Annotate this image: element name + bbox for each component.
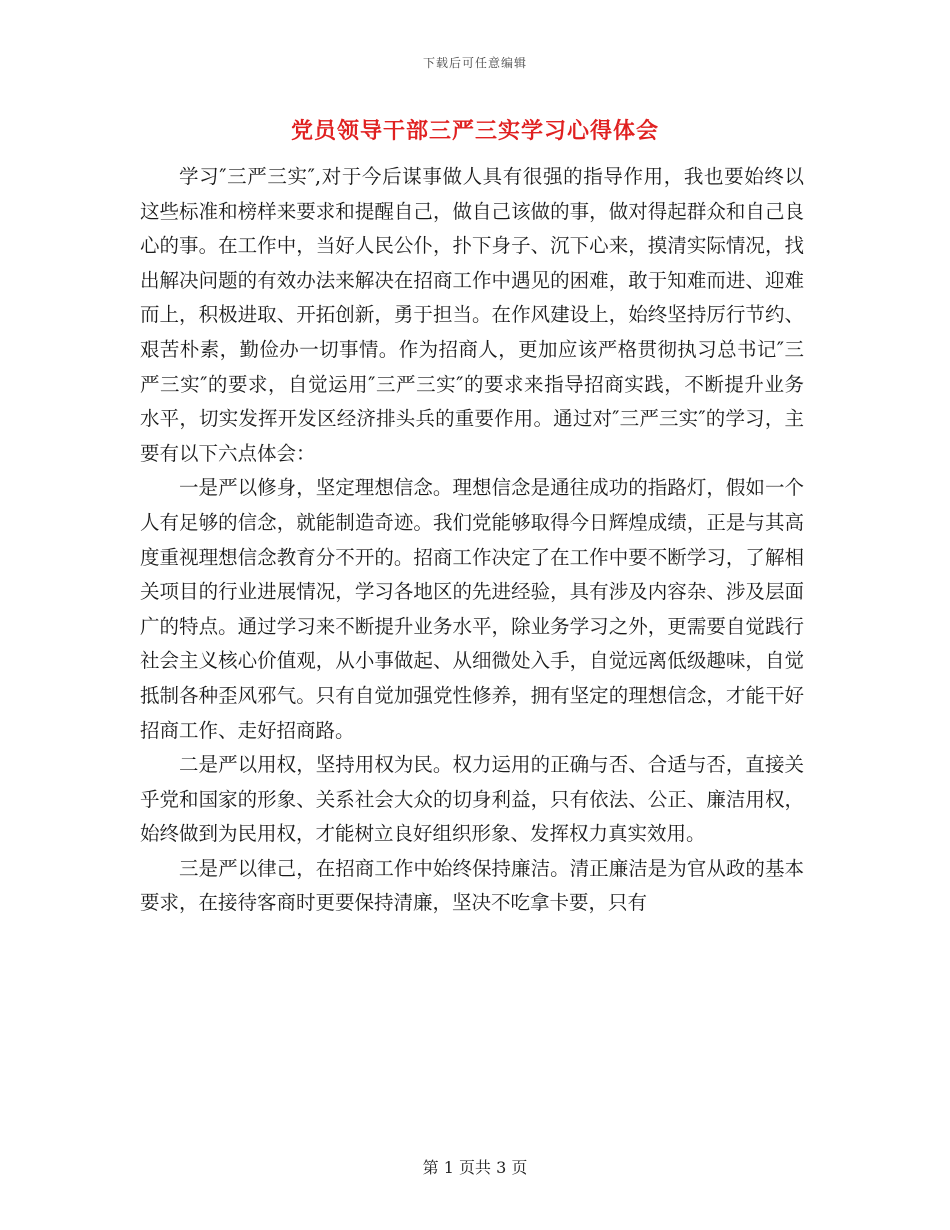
paragraph-intro: 学习″三严三实″,对于今后谋事做人具有很强的指导作用，我也要始终以这些标准和榜样来要求和提醒自己，做自己该做的事，做对得起群众和自己良心的事。在工作中，当好人民公仆，扑下身子、沉下心来，摸清实际情况，找出解决问题的有效办法来解决在招商工作中遇见的困难，敢于知难而进、迎难而上，积极进取、开拓创新，勇于担当。在作风建设上，始终坚持厉行节约、艰苦朴素，勤俭办一切事情。作为招商人，更加应该严格贯彻执习总书记″三严三实″的要求，自觉运用″三严三实″的要求来指导招商实践，不断提升业务水平，切实发挥开发区经济排头兵的重要作用。通过对″三严三实″的学习，主要有以下六点体会： (140, 165, 804, 465)
header-note: 下载后可任意编辑 (422, 56, 527, 70)
paragraph-point-1: 一是严以修身，坚定理想信念。理想信念是通往成功的指路灯，假如一个人有足够的信念，就能制造奇迹。我们党能够取得今日辉煌成绩，正是与其高度重视理想信念教育分不开的。招商工作决定了在工作中要不断学习，了解相关项目的行业进展情况，学习各地区的先进经验，具有涉及内容杂、涉及层面广的特点。通过学习来不断提升业务水平，除业务学习之外，更需要自觉践行社会主义核心价值观，从小事做起、从细微处入手，自觉远离低级趣味，自觉抵制各种歪风邪气。只有自觉加强党性修养，拥有坚定的理想信念，才能干好招商工作、走好招商路。 (140, 476, 804, 742)
document-body (140, 160, 804, 921)
paragraph-point-2: 二是严以用权，坚持用权为民。权力运用的正确与否、合适与否，直接关乎党和国家的形象、关系社会大众的切身利益，只有依法、公正、廉洁用权，始终做到为民用权，才能树立良好组织形象、发挥权力真实效用。 (140, 753, 804, 846)
document-title: 党员领导干部三严三实学习心得体会 (290, 118, 659, 144)
page-number: 第 1 页共 3 页 (422, 1158, 528, 1177)
paragraph-point-3: 三是严以律己，在招商工作中始终保持廉洁。清正廉洁是为官从政的基本要求，在接待客商时更要保持清廉，坚决不吃拿卡要，只有 (140, 856, 804, 915)
